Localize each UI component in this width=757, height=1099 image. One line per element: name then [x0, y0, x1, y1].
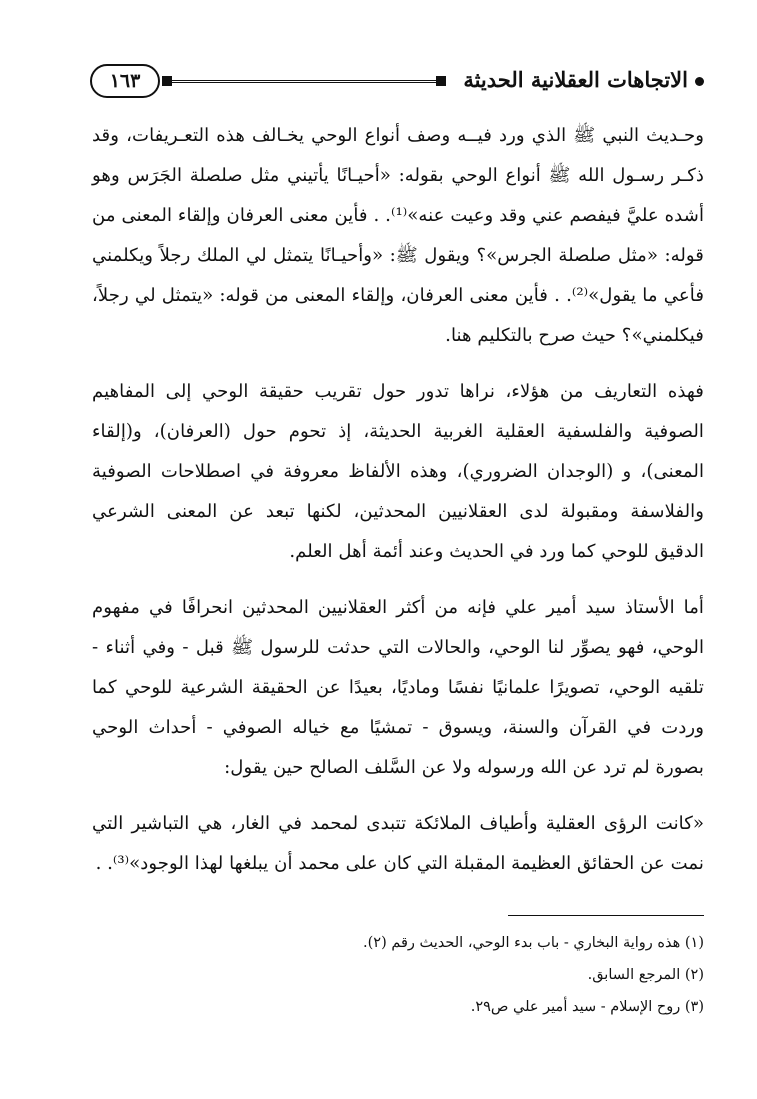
header-rule: [168, 80, 436, 83]
footnotes: [92, 927, 704, 1023]
body-text: [92, 116, 704, 900]
quotation-paragraph: «كانت الرؤى العقلية وأطياف الملائكة تتبدى لمحمد في الغار، هي التباشير التي نمت عن الحقائق العظيمة المقبلة التي كان على محمد أن يبلغها لهذا الوجود»⁽³⁾. .: [92, 813, 704, 874]
footnote-separator: [508, 915, 704, 916]
page-number: ١٦٣: [90, 64, 160, 98]
footnote: (١) هذه رواية البخاري - باب بدء الوحي، الحديث رقم (٢).: [362, 935, 704, 951]
rule-end-square-icon: [436, 76, 446, 86]
paragraph: أما الأستاذ سيد أمير علي فإنه من أكثر العقلانيين المحدثين انحرافًا في مفهوم الوحي، فهو يصوِّر لنا الوحي، والحالات التي حدثت للرسول ﷺ قبل - وفي أثناء - تلقيه الوحي، تصويرًا علمانيًا نفسًا وماديًا، بعيدًا عن الحقيقة الشرعية للوحي كما وردت في القرآن والسنة، ويسوق - تمشيًا مع خياله الصوفي - أحداث الوحي بصورة لم ترد عن الله ورسوله ولا عن السَّلف الصالح حين يقول:: [92, 597, 704, 778]
paragraph: وحـديث النبي ﷺ الذي ورد فيــه وصف أنواع الوحي يخـالف هذه التعـريفات، وقد ذكـر رسـول الله ﷺ أنواع الوحي بقوله: «أحيـانًا يأتيني مثل صلصلة الجَرَس وهو أشده عليَّ فيفصم عني وقد وعيت عنه»⁽¹⁾. . فأين معنى العرفان وإلقاء المعنى من قوله: «مثل صلصلة الجرس»؟ ويقول ﷺ: «وأحيـانًا يتمثل لي الملك رجلاً ويكلمني فأعي ما يقول»⁽²⁾. . فأين معنى العرفان، وإلقاء المعنى من قوله: «يتمثل لي رجلاً، فيكلمني»؟ حيث صرح بالتكليم هنا.: [92, 125, 705, 346]
page-header: [90, 62, 704, 100]
footnote: (٢) المرجع السابق.: [587, 967, 704, 983]
running-title: الاتجاهات العقلانية الحديثة: [463, 67, 688, 92]
bullet-icon: [695, 77, 704, 86]
footnote: (٣) روح الإسلام - سيد أمير علي ص٢٩.: [470, 999, 704, 1015]
rule-end-square-icon: [162, 76, 172, 86]
paragraph: فهذه التعاريف من هؤلاء، نراها تدور حول تقريب حقيقة الوحي إلى المفاهيم الصوفية والفلسفية العقلية الغربية الحديثة، إذ تحوم حول (العرفان)، و(إلقاء المعنى)، و (الوجدان الضروري)، وهذه الألفاظ معروفة في اصطلاحات الصوفية والفلاسفة ومقبولة لدى العقلانيين المحدثين، لكنها تبعد عن المعنى الشرعي الدقيق للوحي كما ورد في الحديث وعند أئمة أهل العلم.: [92, 381, 704, 562]
